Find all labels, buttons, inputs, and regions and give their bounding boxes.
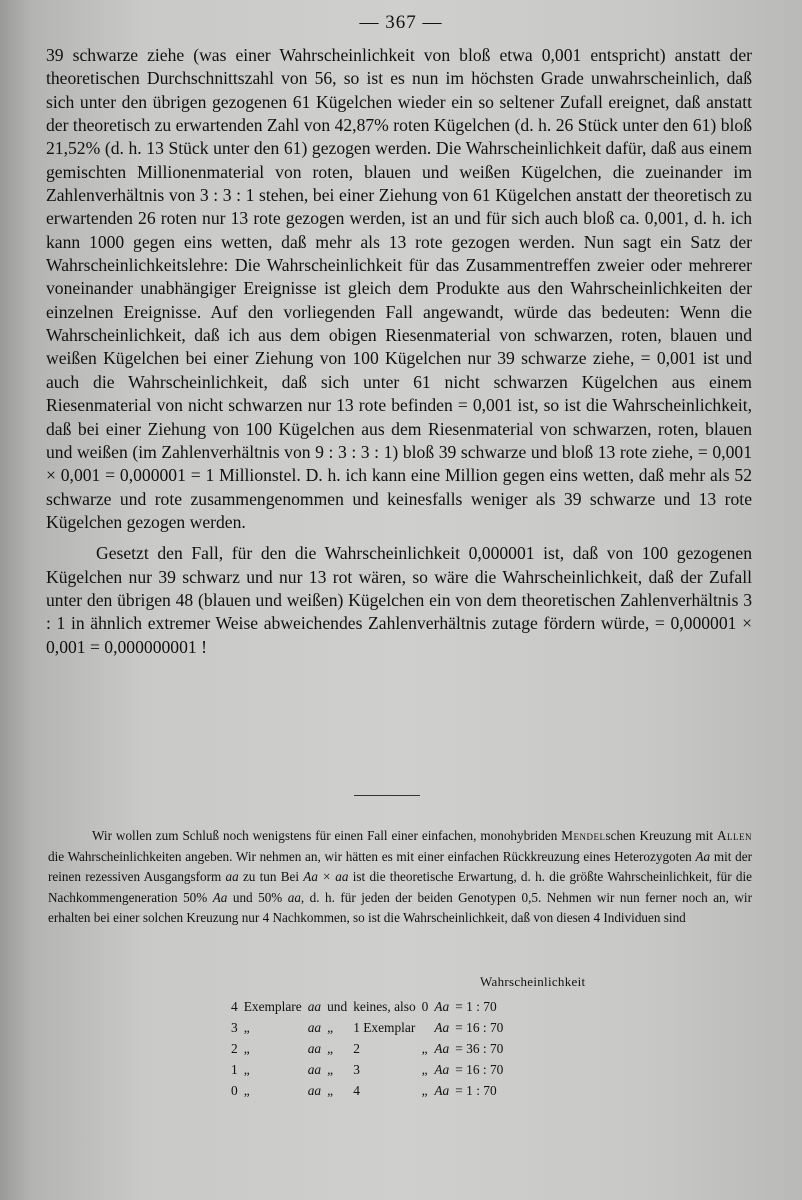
genotype-aa-cell: aa [307,998,322,1014]
label-cell: „ [243,1082,250,1098]
genotype-Aa-cell: Aa [434,1061,450,1077]
footnote-section [48,826,752,929]
conj-cell: „ [327,1061,334,1077]
ditto-cell [419,1017,432,1038]
conj-cell: „ [327,1082,334,1098]
other-count-cell: 3 [353,1061,360,1077]
conj-cell: „ [327,1040,334,1056]
table-row [228,1059,506,1080]
other-count-cell: 2 [353,1040,360,1056]
conj-cell: und [327,998,348,1014]
probability-cell: = 36 : 70 [455,1040,504,1056]
count-cell: 4 [231,998,238,1014]
probability-cell: = 1 : 70 [455,1082,497,1098]
ditto-cell: „ [421,1082,428,1098]
table-row [228,1080,506,1101]
genotype-Aa-cell: Aa [434,998,450,1014]
paragraph-1: 39 schwarze ziehe (was einer Wahrscheinlichkeit von bloß etwa 0,001 entspricht) anstatt der theoretischen Durchschnittszahl von 56, so ist es nun im höchsten Grade unwahrscheinlich, daß sich unter den übrigen gezogenen 61 Kügelchen wieder ein so seltener Zufall ereignet, daß anstatt der theoretisch zu erwartenden Zahl von 42,87% roten Kügelchen (d. h. 26 Stück unter den 61) bloß 21,52% (d. h. 13 Stück unter den 61) gezogen werden. Die Wahrscheinlichkeit dafür, daß aus einem gemischten Millionenmaterial von roten, blauen und weißen Kügelchen, die zueinander im Zahlenverhältnis von 3 : 3 : 1 stehen, bei einer Ziehung von 61 Kügelchen anstatt der theoretisch zu erwartenden 26 roten nur 13 rote gezogen werden, ist an und für sich auch bloß ca. 0,001, d. h. ich kann 1000 gegen eins wetten, daß mehr als 13 rote gezogen werden. Nun sagt ein Satz der Wahrscheinlichkeitslehre: Die Wahrscheinlichkeit für das Zusammentreffen zweier oder mehrerer voneinander unabhängiger Ereignisse ist gleich dem Produkte aus den Wahrscheinlichkeiten der einzelnen Ereignisse. Auf den vorliegenden Fall angewandt, würde das bedeuten: Wenn die Wahrscheinlichkeit, daß ich aus dem obigen Riesenmaterial von schwarzen, roten, blauen und weißen Kügelchen bei einer Ziehung von 100 Kügelchen nur 39 schwarze ziehe, = 0,001 ist und auch die Wahrscheinlichkeit, daß sich unter 61 nicht schwarzen Kügelchen aus einem Riesenmaterial von nicht schwarzen nur 13 rote befinden = 0,001 ist, so ist die Wahrscheinlichkeit, daß bei einer Ziehung von 100 Kügelchen aus dem Riesenmaterial von schwarzen, roten, blauen und weißen (im Zahlenverhältnis von 9 : 3 : 3 : 1) bloß 39 schwarze und bloß 13 rote ziehe, = 0,001 × 0,001 = 0,000001 = 1 Millionstel. D. h. ich kann eine Million gegen eins wetten, daß mehr als 52 schwarze und rote zusammengenommen und keinesfalls weniger als 39 schwarze und 13 rote Kügelchen gezogen werden. [46,45,752,532]
table-row [228,1038,506,1059]
ditto-cell: „ [421,1040,428,1056]
separator-rule [354,795,420,796]
footnote-paragraph: Wir wollen zum Schluß noch wenigstens für einen Fall einer einfachen, monohybriden Mendelschen Kreuzung mit Allen die Wahrscheinlichkeiten angeben. Wir nehmen an, wir hätten es mit einer einfachen Rückkreuzung eines Heterozygoten Aa mit der reinen rezessiven Ausgangsform aa zu tun Bei Aa × aa ist die theoretische Erwartung, d. h. die größte Wahrscheinlichkeit, für die Nachkommengeneration 50% Aa und 50% aa, d. h. für jeden der beiden Genotypen 0,5. Nehmen wir nun ferner noch an, wir erhalten bei einer solchen Kreuzung nur 4 Nachkommen, so ist die Wahrscheinlichkeit, daß von diesen 4 Individuen sind [48,828,752,926]
genotype-aa-cell: aa [307,1019,322,1035]
table-heading: Wahrscheinlichkeit [480,974,586,989]
table-row [228,996,506,1017]
probability-table [228,996,506,1101]
other-count-cell: 1 Exemplar [353,1019,416,1035]
genotype-aa-cell: aa [307,1082,322,1098]
label-cell: „ [243,1040,250,1056]
label-cell: Exemplare [243,998,302,1014]
ditto-cell: „ [421,1061,428,1077]
genotype-Aa-cell: Aa [434,1040,450,1056]
page-number: — 367 — [359,12,443,33]
count-cell: 0 [231,1082,238,1098]
conj-cell: „ [327,1019,334,1035]
genotype-Aa-cell: Aa [434,1019,450,1035]
other-count-cell: 4 [353,1082,360,1098]
count-cell: 2 [231,1040,238,1056]
genotype-Aa-cell: Aa [434,1082,450,1098]
table-row [228,1017,506,1038]
genotype-aa-cell: aa [307,1040,322,1056]
mendel-name: Mendel [561,828,606,843]
probability-cell: = 16 : 70 [455,1061,504,1077]
label-cell: „ [243,1061,250,1077]
allen-emphasis: Allen [716,828,752,843]
probability-cell: = 1 : 70 [455,998,497,1014]
paragraph-2: Gesetzt den Fall, für den die Wahrscheinlichkeit 0,000001 ist, daß von 100 gezogenen Kügelchen nur 39 schwarz und nur 13 rot wären, so wäre die Wahrscheinlichkeit, daß der Zufall unter den übrigen 48 (blauen und weißen) Kügelchen ein von dem theoretischen Zahlenverhältnis 3 : 1 in ähnlich extremer Weise abweichendes Zahlenverhältnis zutage fördern würde, = 0,000001 × 0,001 = 0,000000001 ! [46,543,752,657]
other-count-cell: keines, also [353,998,416,1014]
genotype-aa-cell: aa [307,1061,322,1077]
count-cell: 3 [231,1019,238,1035]
probability-cell: = 16 : 70 [455,1019,504,1035]
ditto-cell: 0 [421,998,429,1014]
count-cell: 1 [231,1061,238,1077]
label-cell: „ [243,1019,250,1035]
main-text [46,44,752,659]
